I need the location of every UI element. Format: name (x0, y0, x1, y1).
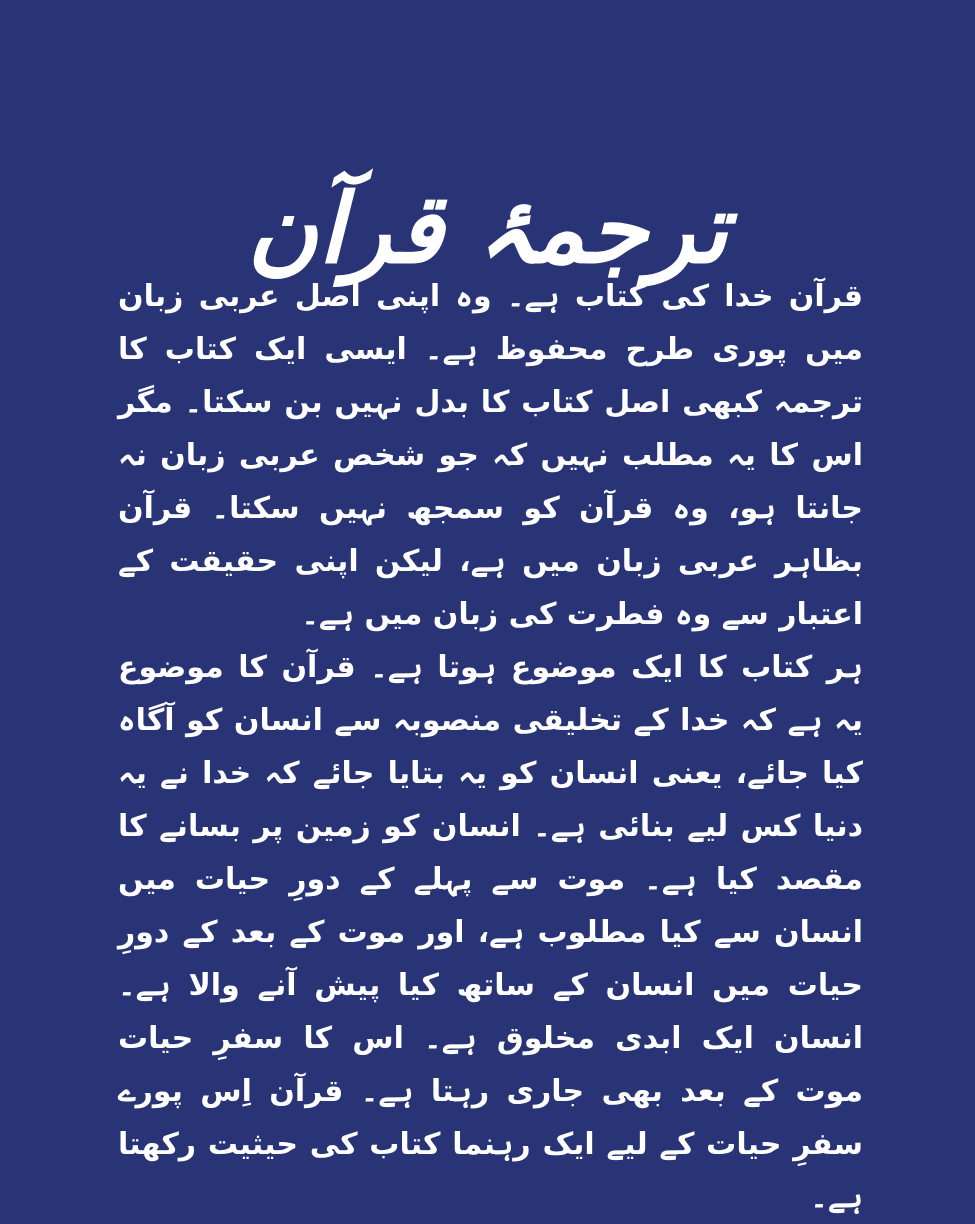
paragraph-1: قرآن خدا کی کتاب ہے۔ وہ اپنی اصل عربی زبان میں پوری طرح محفوظ ہے۔ ایسی ایک کتاب کا ترجمہ کبھی اصل کتاب کا بدل نہیں بن سکتا۔ مگر اس کا یہ مطلب نہیں کہ جو شخص عربی زبان نہ جانتا ہو، وہ قرآن کو سمجھ نہیں سکتا۔ قرآن بظاہر عربی زبان میں ہے، لیکن اپنی حقیقت کے اعتبار سے وہ فطرت کی زبان میں ہے۔ (118, 279, 863, 632)
document-title: ترجمۂ قرآن (247, 172, 728, 286)
paragraph-2: ہر کتاب کا ایک موضوع ہوتا ہے۔ قرآن کا موضوع یہ ہے کہ خدا کے تخلیقی منصوبہ سے انسان کو آگاہ کیا جائے، یعنی انسان کو یہ بتایا جائے کہ خدا نے یہ دنیا کس لیے بنائی ہے۔ انسان کو زمین پر بسانے کا مقصد کیا ہے۔ موت سے پہلے کے دورِ حیات میں انسان سے کیا مطلوب ہے، اور موت کے بعد کے دورِ حیات میں انسان کے ساتھ کیا پیش آنے والا ہے۔ انسان ایک ابدی مخلوق ہے۔ اس کا سفرِ حیات موت کے بعد بھی جاری رہتا ہے۔ قرآن اِس پورے سفرِ حیات کے لیے ایک رہنما کتاب کی حیثیت رکھتا ہے۔ (118, 650, 863, 1215)
document-body (118, 270, 863, 1224)
